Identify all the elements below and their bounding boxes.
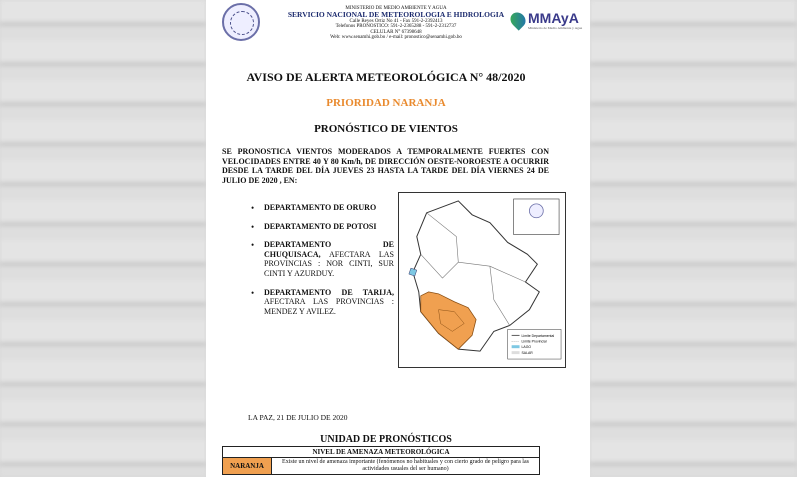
bolivia-alert-map: [398, 192, 566, 368]
list-item: • DEPARTAMENTO DE TARIJA, AFECTARA LAS PROVINCIAS : MENDEZ Y AVILEZ.: [264, 288, 394, 317]
web-line: Web: www.senamhi.gob.bo / e-mail: pronostico@senamhi.gob.bo: [330, 34, 462, 40]
place-date: LA PAZ, 21 DE JULIO DE 2020: [248, 413, 348, 422]
mmaya-logo: MMAyA Ministerio de Medio Ambiente y Agua: [511, 10, 586, 38]
background-left: [0, 0, 206, 477]
threat-level-cell: NARANJA: [223, 458, 272, 475]
senamhi-logo: [222, 3, 260, 41]
forecast-subtitle: PRONÓSTICO DE VIENTOS: [314, 123, 458, 135]
legend-label: LAGO: [521, 345, 532, 350]
document-page: [206, 0, 590, 477]
list-item: • DEPARTAMENTO DE ORURO: [264, 203, 394, 213]
phone-line: Telefonos PRONOSTICO: 591-2-2365288 - 591-2-2312737: [335, 24, 457, 30]
legend-label: Limite Departamental: [521, 333, 555, 338]
department-list: [264, 203, 394, 325]
map-graphic: [399, 193, 565, 367]
service-name: SERVICIO NACIONAL DE METEOROLOGIA E HIDROLOGIA: [287, 10, 505, 20]
list-item: • DEPARTAMENTO DE POTOSI: [264, 222, 394, 232]
issuing-unit: UNIDAD DE PRONÓSTICOS: [320, 434, 452, 445]
threat-level-table: [222, 446, 540, 475]
legend-label: SALAR: [521, 351, 533, 356]
cell-line: CELULAR N° 67398648: [370, 29, 422, 35]
address-line: Calle Reyes Ortiz No 41 - Fax 591-2-2392413: [349, 19, 443, 25]
priority-label: PRIORIDAD NARANJA: [326, 97, 446, 109]
threat-table-header: NIVEL DE AMENAZA METEOROLÓGICA: [223, 447, 540, 458]
background-right: [590, 0, 796, 477]
letterhead: [266, 6, 526, 40]
ministry-line: MINISTERIO DE MEDIO AMBIENTE Y AGUA: [345, 6, 447, 11]
alert-title: AVISO DE ALERTA METEOROLÓGICA N° 48/2020: [246, 70, 526, 84]
legend-label: Limite Provincial: [521, 339, 547, 344]
forecast-text: SE PRONOSTICA VIENTOS MODERADOS A TEMPORALMENTE FUERTES CON VELOCIDADES ENTRE 40 Y 80 Km/h, DE DIRECCIÓN OESTE-NOROESTE A OCURRIR DESDE LA TARDE DEL DÍA JUEVES 23 HASTA LA TARDE DEL DÍA VIERNES 24 DE JULIO DE 2020 , EN:: [222, 147, 549, 185]
list-item: • DEPARTAMENTO DE CHUQUISACA, AFECTARA LAS PROVINCIAS : NOR CINTI, SUR CINTI Y AZURDUY.: [264, 240, 394, 278]
water-drop-icon: [507, 9, 528, 30]
threat-description-cell: Existe un nivel de amenaza importante (fenómenos no habituales y con cierto grado de peligro para las actividades usuales del ser humano): [272, 458, 540, 475]
